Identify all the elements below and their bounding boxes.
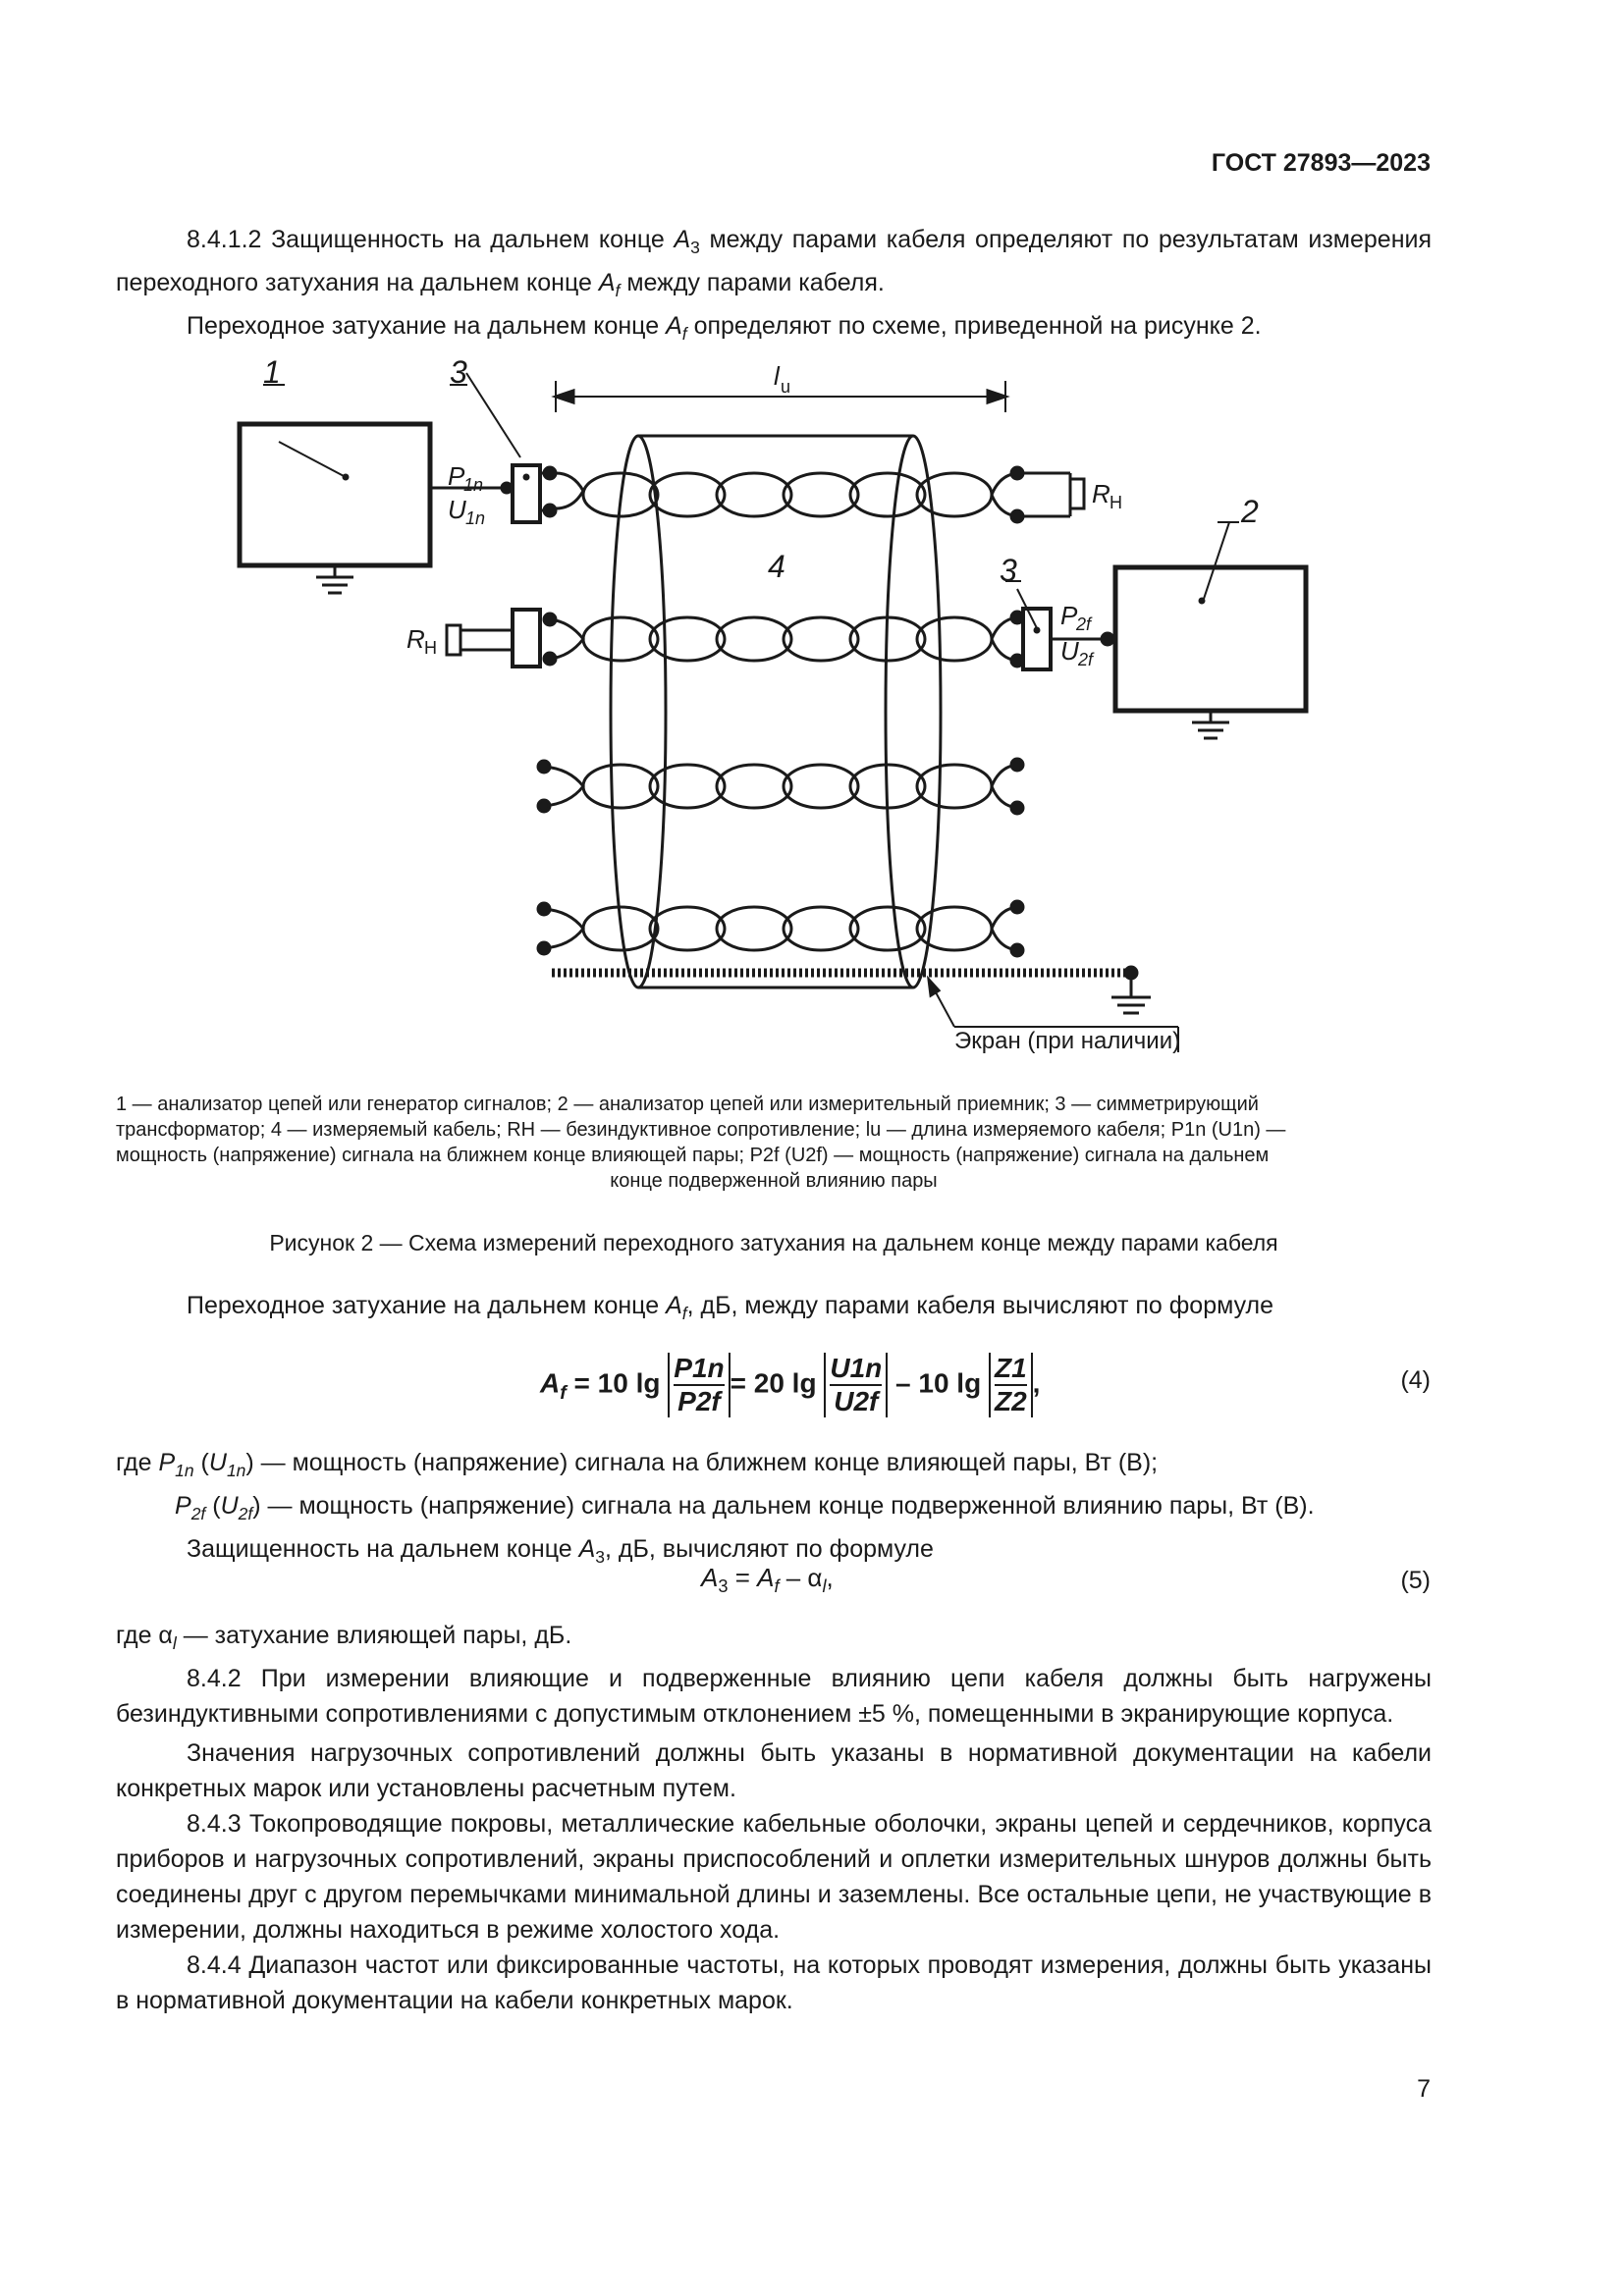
formula5-minus-alpha: – α (779, 1563, 823, 1592)
label-1: 1 (263, 354, 281, 390)
formula4-eq-3: – 10 lg (895, 1367, 982, 1399)
where3-text-1: где α (116, 1622, 173, 1649)
formula4-num-1: P1n (674, 1353, 724, 1386)
page-number: 7 (1417, 2075, 1431, 2103)
where1-sym-2: U (208, 1449, 227, 1476)
af-symbol: A (666, 312, 682, 340)
where2-mid: ( (205, 1492, 221, 1520)
rh-left-symbol: R (406, 624, 425, 654)
length-subscript: u (781, 377, 791, 397)
figure-legend (116, 1092, 1432, 1194)
para3-text-1: Переходное затухание на дальнем конце (187, 1292, 667, 1319)
paragraph-8-4-4: 8.4.4 Диапазон частот или фиксированные частоты, на которых проводят измерения, должны быть указаны в нормативной документации на кабели конкретных марок. (116, 1951, 1432, 2014)
a3-symbol: A (674, 226, 691, 253)
where1-text-2: ) — мощность (напряжение) сигнала на ближнем конце влияющей пары, Вт (В); (245, 1449, 1159, 1476)
rh-right-subscript: Н (1110, 493, 1122, 512)
formula5-lhs: A (701, 1563, 719, 1592)
screen-label: Экран (при наличии) (954, 1028, 1181, 1054)
para4-sub: 3 (595, 1547, 606, 1567)
para1-text-3: между парами кабеля. (620, 269, 885, 296)
formula-4 (540, 1353, 1040, 1417)
para4-text-1: Защищенность на дальнем конце (187, 1535, 579, 1563)
legend-line-2: трансформатор; 4 — измеряемый кабель; RН — безиндуктивное сопротивление; lu — длина измеряемого кабеля; P1n (U1n) — (116, 1119, 1286, 1141)
formula4-tail: , (1032, 1367, 1041, 1399)
formula4-num-2: U1n (830, 1353, 882, 1386)
paragraph-8-4-2: 8.4.2 При измерении влияющие и подверженные влиянию цепи кабеля должны быть нагружены безиндуктивными сопротивлениями с допустимым отклонением ±5 %, помещенными в экранирующие корпуса. (116, 1665, 1432, 1728)
label-3-right: 3 (1000, 553, 1017, 588)
where1-sub-1: 1n (175, 1461, 194, 1480)
para2-text-1: Переходное затухание на дальнем конце (187, 312, 667, 340)
where2-sub-2: 2f (238, 1504, 253, 1523)
para1-text-1: 8.4.1.2 Защищенность на дальнем конце (187, 226, 675, 253)
where2-text-2: ) — мощность (напряжение) сигнала на дальнем конце подверженной влиянию пары, Вт (В). (252, 1492, 1315, 1520)
formula5-af-sub: f (774, 1576, 780, 1597)
standard-header: ГОСТ 27893—2023 (1211, 149, 1431, 177)
where-block (116, 1445, 1432, 1575)
where-line-1 (116, 1445, 1432, 1488)
para2-text-2: определяют по схеме, приведенной на рисунке 2. (686, 312, 1262, 340)
u1n-symbol: U (448, 495, 466, 524)
para4-text-2: , дБ, вычисляют по формуле (605, 1535, 934, 1563)
af-subscript: f (681, 324, 687, 344)
formula-intro (116, 1288, 1432, 1331)
p2f-subscript: 2f (1076, 614, 1092, 634)
u2f-subscript: 2f (1078, 650, 1094, 669)
resistor-rh-right (1070, 479, 1084, 508)
af-symbol: A (666, 1292, 682, 1319)
twisted-pair-2 (544, 612, 1023, 667)
u2f-symbol: U (1060, 636, 1079, 666)
where3-sub: l (172, 1633, 177, 1653)
legend-line-3: мощность (напряжение) сигнала на ближнем конце влияющей пары; P2f (U2f) — мощность (напряжение) сигнала на дальнем (116, 1145, 1270, 1166)
af-subscript: f (681, 1304, 687, 1323)
where2-sub-1: 2f (190, 1504, 206, 1523)
p1n-symbol: P (448, 461, 465, 491)
para3-text-2: , дБ, между парами кабеля вычисляют по формуле (686, 1292, 1274, 1319)
formula4-lhs-sub: f (560, 1381, 567, 1404)
resistor-rh-left (447, 625, 460, 655)
formula-5-number: (5) (1400, 1567, 1431, 1594)
p1n-subscript: 1n (463, 475, 484, 495)
para1-text-2: между парами кабеля определяют по результатам измерения переходного затухания на дальнем конце (116, 226, 1432, 296)
cable-shell (638, 436, 913, 988)
where1-sym-1: P (158, 1449, 176, 1476)
transformer-3-right (1023, 609, 1051, 669)
paragraph-8-4-3: 8.4.3 Токопроводящие покровы, металлические кабельные оболочки, экраны цепей и сердечников, корпуса приборов и нагрузочных сопротивлений, экраны приспособлений и оплетки измерительных шнуров должны быть соединены друг с другом перемычками минимальной длины и заземлены. Все остальные цепи, не участвующие в измерении, должны находиться в режиме холостого хода. (116, 1810, 1432, 1944)
formula4-lhs: A (540, 1367, 561, 1399)
formula4-den-1: P2f (677, 1386, 721, 1416)
af-symbol: A (598, 269, 616, 296)
where1-mid: ( (193, 1449, 209, 1476)
figure-title: Рисунок 2 — Схема измерений переходного затухания на дальнем конце между парами кабеля (269, 1230, 1278, 1255)
body-text (116, 1618, 1432, 2018)
twisted-pair-4 (538, 901, 1023, 956)
where3-text-2: — затухание влияющей пары, дБ. (176, 1622, 572, 1649)
where1-text-1: где (116, 1449, 159, 1476)
where1-sub-2: 1n (226, 1461, 246, 1480)
formula4-den-3: Z2 (994, 1386, 1027, 1416)
af-subscript: f (615, 281, 621, 300)
formula5-eq: = (728, 1563, 758, 1592)
where2-sym-1: P (175, 1492, 191, 1520)
label-3-left: 3 (450, 354, 467, 390)
para4-sym: A (578, 1535, 596, 1563)
legend-line-1: 1 — анализатор цепей или генератор сигналов; 2 — анализатор цепей или измерительный приемник; 3 — симметрирующий (116, 1094, 1259, 1115)
length-symbol: l (774, 361, 780, 391)
formula4-abs-3 (989, 1353, 1033, 1417)
transformer-left-row2 (513, 610, 540, 667)
a3-subscript: 3 (690, 238, 700, 257)
label-4: 4 (768, 549, 785, 584)
legend-line-4: конце подверженной влиянию пары (610, 1170, 938, 1192)
where2-sym-2: U (220, 1492, 239, 1520)
formula4-abs-1 (668, 1353, 730, 1417)
formula5-tail: , (826, 1563, 834, 1592)
paragraph-load-values: Значения нагрузочных сопротивлений должны быть указаны в нормативной документации на кабели конкретных марок или установлены расчетным путем. (116, 1739, 1432, 1802)
where-line-2 (116, 1488, 1432, 1531)
where-line-3 (116, 1618, 1432, 1661)
formula4-num-3: Z1 (995, 1353, 1027, 1386)
formula4-den-2: U2f (834, 1386, 879, 1416)
rh-right-symbol: R (1092, 479, 1110, 508)
formula5-lhs-sub: 3 (718, 1576, 729, 1597)
formula5-alpha-sub: l (822, 1576, 827, 1597)
formula-5 (701, 1563, 834, 1597)
label-2: 2 (1241, 494, 1259, 529)
formula4-eq-1: = 10 lg (566, 1367, 661, 1399)
formula5-af: A (757, 1563, 775, 1592)
device-box-1 (240, 424, 430, 565)
rh-left-subscript: Н (424, 638, 437, 658)
formula-4-number: (4) (1400, 1366, 1431, 1394)
formula4-abs-2 (824, 1353, 888, 1417)
device-box-2 (1115, 567, 1306, 711)
u1n-subscript: 1n (465, 508, 486, 528)
formula4-eq-2: = 20 lg (730, 1367, 817, 1399)
p2f-symbol: P (1060, 601, 1078, 630)
